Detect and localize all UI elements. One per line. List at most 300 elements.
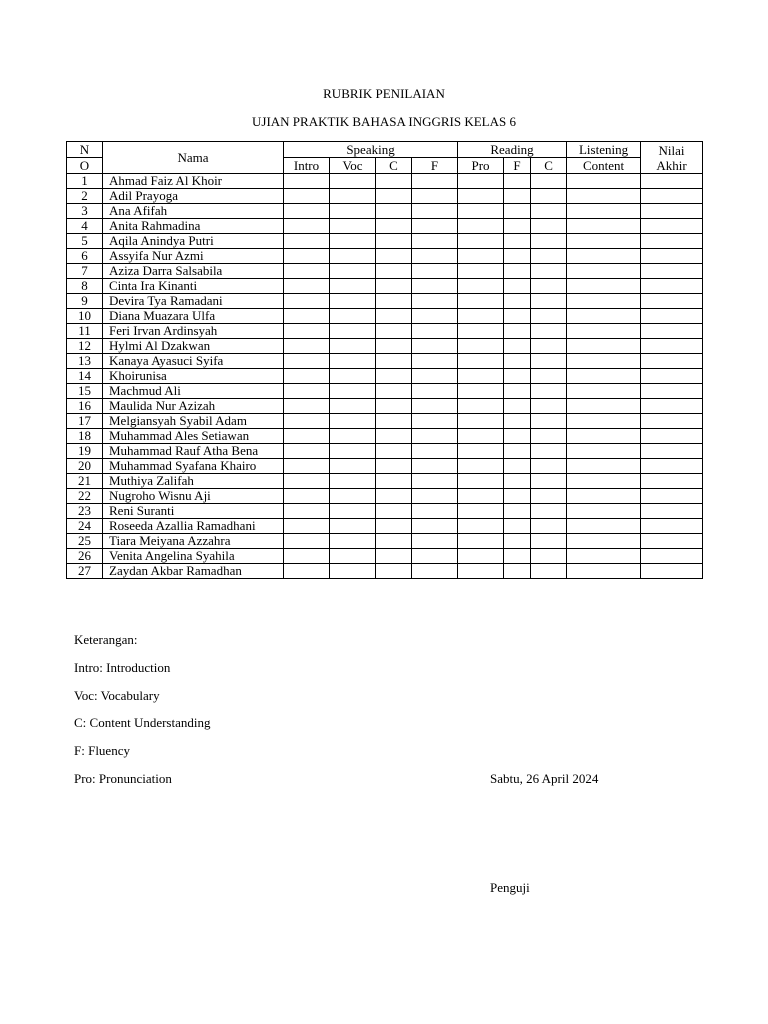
score-cell <box>504 204 531 219</box>
score-cell <box>412 399 458 414</box>
document-date: Sabtu, 26 April 2024 <box>490 771 599 786</box>
score-cell <box>376 399 412 414</box>
score-cell <box>412 189 458 204</box>
score-cell <box>531 444 567 459</box>
score-cell <box>284 534 330 549</box>
score-cell <box>458 474 504 489</box>
score-cell <box>330 324 376 339</box>
table-row <box>67 534 703 549</box>
speaking-col-voc: Voc <box>330 158 376 174</box>
score-cell <box>412 234 458 249</box>
score-cell <box>376 204 412 219</box>
score-cell <box>284 354 330 369</box>
score-cell <box>458 354 504 369</box>
score-cell <box>567 339 641 354</box>
student-name: Adil Prayoga <box>103 189 284 204</box>
score-cell <box>284 339 330 354</box>
student-name: Muhammad Rauf Atha Bena <box>103 444 284 459</box>
score-cell <box>284 204 330 219</box>
score-cell <box>531 279 567 294</box>
score-cell <box>376 324 412 339</box>
score-cell <box>284 174 330 189</box>
score-cell <box>504 339 531 354</box>
row-number: 26 <box>67 549 103 564</box>
score-cell <box>567 354 641 369</box>
speaking-col-f: F <box>412 158 458 174</box>
reading-header: Reading <box>458 142 567 158</box>
score-cell <box>567 384 641 399</box>
score-cell <box>531 324 567 339</box>
table-row <box>67 294 703 309</box>
score-cell <box>330 339 376 354</box>
score-cell <box>641 564 703 579</box>
rubric-table <box>66 141 703 579</box>
score-cell <box>284 519 330 534</box>
score-cell <box>458 324 504 339</box>
row-number: 10 <box>67 309 103 324</box>
row-number: 25 <box>67 534 103 549</box>
student-name: Assyifa Nur Azmi <box>103 249 284 264</box>
score-cell <box>284 459 330 474</box>
score-cell <box>531 264 567 279</box>
score-cell <box>330 204 376 219</box>
score-cell <box>641 459 703 474</box>
score-cell <box>284 414 330 429</box>
score-cell <box>412 174 458 189</box>
score-cell <box>641 534 703 549</box>
score-cell <box>376 459 412 474</box>
row-number: 20 <box>67 459 103 474</box>
score-cell <box>458 234 504 249</box>
no-header: N <box>67 142 103 158</box>
score-cell <box>330 264 376 279</box>
score-cell <box>504 294 531 309</box>
score-cell <box>458 534 504 549</box>
score-cell <box>641 489 703 504</box>
score-cell <box>330 534 376 549</box>
score-cell <box>458 339 504 354</box>
score-cell <box>284 219 330 234</box>
score-cell <box>641 444 703 459</box>
student-name: Hylmi Al Dzakwan <box>103 339 284 354</box>
score-cell <box>567 399 641 414</box>
score-cell <box>330 489 376 504</box>
score-cell <box>531 384 567 399</box>
score-cell <box>330 354 376 369</box>
score-cell <box>458 249 504 264</box>
score-cell <box>284 489 330 504</box>
speaking-header: Speaking <box>284 142 458 158</box>
score-cell <box>284 189 330 204</box>
score-cell <box>641 189 703 204</box>
score-cell <box>376 354 412 369</box>
score-cell <box>531 399 567 414</box>
score-cell <box>531 189 567 204</box>
score-cell <box>412 414 458 429</box>
score-cell <box>567 309 641 324</box>
score-cell <box>641 519 703 534</box>
score-cell <box>412 204 458 219</box>
note-f: F: Fluency <box>74 743 130 758</box>
score-cell <box>458 429 504 444</box>
score-cell <box>284 429 330 444</box>
note-pro: Pro: Pronunciation <box>74 771 172 786</box>
score-cell <box>412 429 458 444</box>
score-cell <box>531 534 567 549</box>
student-name: Tiara Meiyana Azzahra <box>103 534 284 549</box>
score-cell <box>330 189 376 204</box>
row-number: 16 <box>67 399 103 414</box>
student-name: Roseeda Azallia Ramadhani <box>103 519 284 534</box>
score-cell <box>531 339 567 354</box>
score-cell <box>567 414 641 429</box>
score-cell <box>376 564 412 579</box>
table-row <box>67 309 703 324</box>
score-cell <box>376 534 412 549</box>
document-subtitle: UJIAN PRAKTIK BAHASA INGGRIS KELAS 6 <box>252 114 516 129</box>
score-cell <box>567 534 641 549</box>
score-cell <box>641 339 703 354</box>
score-cell <box>458 489 504 504</box>
student-name: Diana Muazara Ulfa <box>103 309 284 324</box>
score-cell <box>504 189 531 204</box>
score-cell <box>458 504 504 519</box>
score-cell <box>412 444 458 459</box>
score-cell <box>330 309 376 324</box>
score-cell <box>284 234 330 249</box>
score-cell <box>531 369 567 384</box>
score-cell <box>412 339 458 354</box>
score-cell <box>504 549 531 564</box>
student-name: Anita Rahmadina <box>103 219 284 234</box>
score-cell <box>284 324 330 339</box>
score-cell <box>504 519 531 534</box>
table-row <box>67 339 703 354</box>
score-cell <box>641 504 703 519</box>
table-row <box>67 549 703 564</box>
row-number: 4 <box>67 219 103 234</box>
score-cell <box>531 504 567 519</box>
score-cell <box>284 474 330 489</box>
score-cell <box>458 309 504 324</box>
score-cell <box>330 564 376 579</box>
row-number: 1 <box>67 174 103 189</box>
score-cell <box>330 414 376 429</box>
score-cell <box>458 519 504 534</box>
score-cell <box>504 504 531 519</box>
table-row <box>67 384 703 399</box>
score-cell <box>458 549 504 564</box>
score-cell <box>567 264 641 279</box>
score-cell <box>504 369 531 384</box>
table-row <box>67 429 703 444</box>
score-cell <box>567 474 641 489</box>
score-cell <box>641 414 703 429</box>
score-cell <box>412 549 458 564</box>
score-cell <box>284 294 330 309</box>
score-cell <box>531 309 567 324</box>
table-row <box>67 324 703 339</box>
score-cell <box>641 549 703 564</box>
score-cell <box>412 249 458 264</box>
score-cell <box>531 294 567 309</box>
score-cell <box>284 264 330 279</box>
score-cell <box>458 414 504 429</box>
score-cell <box>284 549 330 564</box>
row-number: 2 <box>67 189 103 204</box>
student-name: Aziza Darra Salsabila <box>103 264 284 279</box>
score-cell <box>641 249 703 264</box>
score-cell <box>330 294 376 309</box>
score-cell <box>567 429 641 444</box>
table-row <box>67 474 703 489</box>
name-header: Nama <box>103 142 284 174</box>
table-row <box>67 399 703 414</box>
score-cell <box>504 219 531 234</box>
signature-label: Penguji <box>490 880 530 895</box>
score-cell <box>531 249 567 264</box>
score-cell <box>567 189 641 204</box>
score-cell <box>376 294 412 309</box>
note-voc: Voc: Vocabulary <box>74 688 160 703</box>
score-cell <box>458 294 504 309</box>
score-cell <box>284 249 330 264</box>
score-cell <box>330 249 376 264</box>
note-c: C: Content Understanding <box>74 715 211 730</box>
table-row <box>67 459 703 474</box>
score-cell <box>504 264 531 279</box>
row-number: 9 <box>67 294 103 309</box>
reading-col-c: C <box>531 158 567 174</box>
score-cell <box>641 264 703 279</box>
student-name: Maulida Nur Azizah <box>103 399 284 414</box>
row-number: 13 <box>67 354 103 369</box>
score-cell <box>567 294 641 309</box>
student-name: Devira Tya Ramadani <box>103 294 284 309</box>
row-number: 23 <box>67 504 103 519</box>
row-number: 21 <box>67 474 103 489</box>
table-row <box>67 414 703 429</box>
score-cell <box>376 444 412 459</box>
student-name: Muthiya Zalifah <box>103 474 284 489</box>
score-cell <box>458 459 504 474</box>
score-cell <box>376 384 412 399</box>
score-cell <box>504 534 531 549</box>
score-cell <box>567 174 641 189</box>
rubric-body <box>67 174 703 579</box>
score-cell <box>284 279 330 294</box>
score-cell <box>531 234 567 249</box>
score-cell <box>567 249 641 264</box>
student-name: Nugroho Wisnu Aji <box>103 489 284 504</box>
score-cell <box>567 489 641 504</box>
score-cell <box>412 474 458 489</box>
score-cell <box>458 189 504 204</box>
score-cell <box>641 324 703 339</box>
score-cell <box>330 519 376 534</box>
row-number: 12 <box>67 339 103 354</box>
table-row <box>67 444 703 459</box>
score-cell <box>504 384 531 399</box>
score-cell <box>531 459 567 474</box>
student-name: Machmud Ali <box>103 384 284 399</box>
table-row <box>67 489 703 504</box>
row-number: 3 <box>67 204 103 219</box>
score-cell <box>641 234 703 249</box>
row-number: 18 <box>67 429 103 444</box>
score-cell <box>412 504 458 519</box>
score-cell <box>641 309 703 324</box>
score-cell <box>641 294 703 309</box>
row-number: 7 <box>67 264 103 279</box>
score-cell <box>504 309 531 324</box>
row-number: 22 <box>67 489 103 504</box>
student-name: Feri Irvan Ardinsyah <box>103 324 284 339</box>
score-cell <box>531 474 567 489</box>
student-name: Khoirunisa <box>103 369 284 384</box>
score-cell <box>504 429 531 444</box>
score-cell <box>376 174 412 189</box>
score-cell <box>458 219 504 234</box>
student-name: Zaydan Akbar Ramadhan <box>103 564 284 579</box>
score-cell <box>567 324 641 339</box>
score-cell <box>376 549 412 564</box>
row-number: 17 <box>67 414 103 429</box>
row-number: 15 <box>67 384 103 399</box>
score-cell <box>412 324 458 339</box>
score-cell <box>458 564 504 579</box>
score-cell <box>330 504 376 519</box>
score-cell <box>330 459 376 474</box>
score-cell <box>412 459 458 474</box>
score-cell <box>330 474 376 489</box>
score-cell <box>412 489 458 504</box>
score-cell <box>376 369 412 384</box>
score-cell <box>641 174 703 189</box>
score-cell <box>284 504 330 519</box>
score-cell <box>376 249 412 264</box>
score-cell <box>330 234 376 249</box>
score-cell <box>412 309 458 324</box>
score-cell <box>330 279 376 294</box>
score-cell <box>458 264 504 279</box>
row-number: 14 <box>67 369 103 384</box>
score-cell <box>504 564 531 579</box>
row-number: 6 <box>67 249 103 264</box>
score-cell <box>458 369 504 384</box>
score-cell <box>412 219 458 234</box>
student-name: Muhammad Syafana Khairo <box>103 459 284 474</box>
score-cell <box>567 564 641 579</box>
nilai-akhir-header: Nilai Akhir <box>641 142 703 174</box>
score-cell <box>376 279 412 294</box>
score-cell <box>284 564 330 579</box>
score-cell <box>567 234 641 249</box>
score-cell <box>567 519 641 534</box>
score-cell <box>376 429 412 444</box>
score-cell <box>376 519 412 534</box>
score-cell <box>531 174 567 189</box>
table-row <box>67 174 703 189</box>
score-cell <box>412 264 458 279</box>
score-cell <box>412 294 458 309</box>
score-cell <box>504 174 531 189</box>
score-cell <box>284 309 330 324</box>
table-row <box>67 369 703 384</box>
score-cell <box>504 234 531 249</box>
score-cell <box>531 219 567 234</box>
score-cell <box>376 264 412 279</box>
score-cell <box>330 174 376 189</box>
score-cell <box>504 459 531 474</box>
score-cell <box>376 489 412 504</box>
score-cell <box>330 384 376 399</box>
listening-col-content: Content <box>567 158 641 174</box>
score-cell <box>641 279 703 294</box>
score-cell <box>567 369 641 384</box>
score-cell <box>504 324 531 339</box>
student-name: Melgiansyah Syabil Adam <box>103 414 284 429</box>
score-cell <box>330 399 376 414</box>
score-cell <box>412 384 458 399</box>
table-row <box>67 519 703 534</box>
score-cell <box>567 219 641 234</box>
table-row <box>67 204 703 219</box>
score-cell <box>412 534 458 549</box>
score-cell <box>504 489 531 504</box>
score-cell <box>641 369 703 384</box>
table-row <box>67 234 703 249</box>
table-row <box>67 249 703 264</box>
score-cell <box>641 204 703 219</box>
score-cell <box>376 219 412 234</box>
score-cell <box>458 204 504 219</box>
score-cell <box>504 474 531 489</box>
score-cell <box>531 429 567 444</box>
score-cell <box>567 444 641 459</box>
score-cell <box>531 549 567 564</box>
score-cell <box>531 564 567 579</box>
score-cell <box>531 354 567 369</box>
score-cell <box>412 279 458 294</box>
score-cell <box>376 309 412 324</box>
score-cell <box>284 399 330 414</box>
score-cell <box>330 444 376 459</box>
row-number: 11 <box>67 324 103 339</box>
score-cell <box>412 519 458 534</box>
score-cell <box>284 444 330 459</box>
score-cell <box>330 369 376 384</box>
table-row <box>67 354 703 369</box>
reading-col-f: F <box>504 158 531 174</box>
score-cell <box>376 189 412 204</box>
score-cell <box>330 429 376 444</box>
score-cell <box>504 354 531 369</box>
score-cell <box>531 204 567 219</box>
row-number: 27 <box>67 564 103 579</box>
table-row <box>67 189 703 204</box>
score-cell <box>330 549 376 564</box>
table-row <box>67 564 703 579</box>
score-cell <box>531 414 567 429</box>
score-cell <box>531 489 567 504</box>
score-cell <box>567 549 641 564</box>
score-cell <box>458 444 504 459</box>
score-cell <box>412 564 458 579</box>
score-cell <box>376 474 412 489</box>
notes-heading: Keterangan: <box>74 632 138 647</box>
score-cell <box>376 339 412 354</box>
